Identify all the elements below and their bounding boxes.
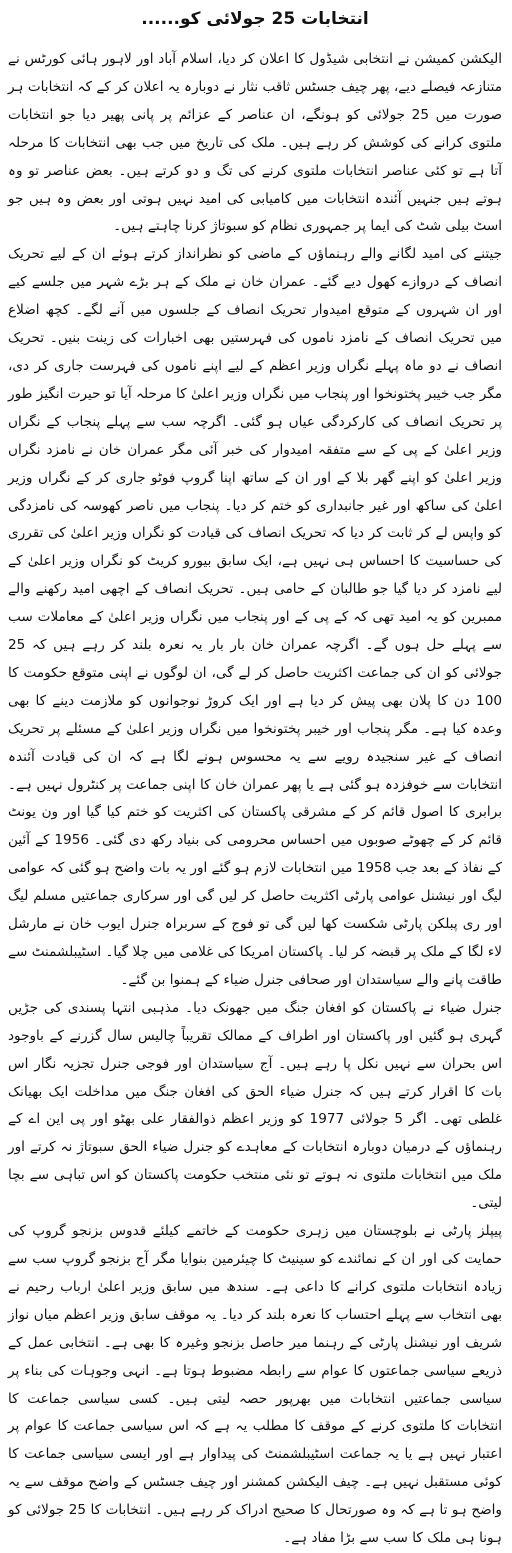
article-paragraph-4: پیپلز پارٹی نے بلوچستان میں زہری حکومت کے خاتمے کیلئے قدوس بزنجو گروپ کی حمایت کی اور ان کے نمائندے کو سینیٹ کا چیئرمین بنوایا مگر آج بزنجو گروپ سب سے زیادہ انتخابات ملتوی کرانے کا داعی ہے۔ سندھ میں سابق وزیر اعلیٰ ارباب رحیم نے بھی انتخاب سے پہلے احتساب کا نعرہ بلند کر دیا۔ یہ موقف سابق وزیر اعظم میاں نواز شریف اور نیشنل پارٹی کے رہنما میر حاصل بزنجو وغیرہ کا بھی ہے۔ انتخابی عمل کے ذریعے سیاسی جماعتوں کا عوام سے رابطہ مضبوط ہوتا ہے۔ انہی وجوہات کی بناء پر سیاسی جماعتیں انتخابات میں بھرپور حصہ لیتی ہیں۔ کسی سیاسی جماعت کا انتخابات کا ملتوی کرنے کے موقف کا مطلب یہ ہے کہ اس سیاسی جماعت کا عوام پر اعتبار نہیں ہے یا یہ جماعت اسٹیبلشمنٹ کی پیداوار ہے اور ایسی سیاسی جماعت کا کوئی مستقبل نہیں ہے۔ چیف الیکشن کمشنر اور چیف جسٹس کے واضح موقف سے یہ واضح ہو تا ہے کہ وہ صورتحال کا صحیح ادراک کر رہے ہیں۔ انتخابات کا 25 جولائی کو ہونا ہی ملک کا سب سے بڑا مفاد ہے۔ xyxy=(8,1223,502,1547)
article-body xyxy=(8,46,502,1553)
article-paragraph-2: جیتنے کی امید لگانے والے رہنماؤں کے ماضی کو نظرانداز کرتے ہوئے ان کے لیے تحریک انصاف کے دروازے کھول دیے گئے۔ عمران خان نے ملک کے ہر بڑے شہر میں جلسے کیے اور ان شہروں کے متوقع امیدوار تحریک انصاف کے جلسوں میں آنے لگے۔ کچھ اضلاع میں تحریک انصاف کے نامزد ناموں کی فہرستیں بھی اخبارات کی زینت بنیں۔ تحریک انصاف نے دو ماہ پہلے نگراں وزیر اعظم کے لیے اپنے ناموں کی فہرست جاری کر دی، مگر جب خیبر پختونخوا اور پنجاب میں نگراں وزیر اعلیٰ کا مرحلہ آیا تو حیرت انگیز طور پر تحریک انصاف کی کارکردگی عیاں ہو گئی۔ اگرچہ سب سے پہلے پنجاب کے نگراں وزیر اعلیٰ کے پی کے سے متفقہ امیدوار کی خبر آئی مگر عمران خان نے نامزد نگراں وزیر اعلیٰ کو اپنے گھر بلا کے اور ان کے ساتھ اپنا گروپ فوٹو جاری کر کے نگراں وزیر اعلیٰ کی ساکھ اور غیر جانبداری کو ختم کر دیا۔ پنجاب میں ناصر کھوسہ کی نامزدگی کو واپس لے کر ثابت کر دیا کہ تحریک انصاف کی قیادت کو نگراں وزیر اعلیٰ کی تقرری کی حساسیت کا احساس ہی نہیں ہے، ایک سابق بیورو کریٹ کو نگراں وزیر اعلیٰ کے لیے نامزد کر دیا گیا جو طالبان کے حامی ہیں۔ تحریک انصاف کے اچھی امید رکھنے والے ممبرین کو یہ امید تھی کہ کے پی کے اور پنجاب میں نگراں وزیر اعلیٰ کے معاملات سب سے پہلے حل ہوں گے۔ اگرچہ عمران خان بار بار یہ نعرہ بلند کر رہے ہیں کہ 25 جولائی کو ان کی جماعت اکثریت حاصل کر لے گی، ان لوگوں نے اپنی متوقع حکومت کا 100 دن کا پلان بھی پیش کر دیا ہے اور ایک کروڑ نوجوانوں کو ملازمت دینے کا بھی وعدہ کیا ہے۔ مگر پنجاب اور خیبر پختونخوا میں نگراں وزیر اعلیٰ کے مسئلے پر تحریک انصاف کے غیر سنجیدہ رویے سے یہ محسوس ہونے لگا ہے کہ ان کی قیادت آئندہ انتخابات سے خوفزدہ ہو گئی ہے یا پھر عمران خان کا اپنی جماعت پر کنٹرول نہیں ہے۔ برابری کا اصول قائم کر کے مشرقی پاکستان کی اکثریت کو ختم کیا گیا اور ون یونٹ قائم کر کے چھوٹے صوبوں میں احساس محرومی کی بنیاد رکھ دی گئی۔ 1956 کے آئین کے نفاذ کے بعد جب 1958 میں انتخابات لازم ہو گئے اور یہ بات واضح ہو گئی کہ عوامی لیگ اور نیشنل عوامی پارٹی اکثریت حاصل کر لیں گی اور سرکاری جماعتیں مسلم لیگ اور ری پبلکن پارٹی شکست کھا لیں گی تو فوج کے سربراہ جنرل ایوب خان نے مارشل لاء لگا کے ملک پر قبضہ کر لیا۔ پاکستان امریکا کی غلامی میں چلا گیا۔ اسٹیبلشمنٹ سے طاقت پانے والے سیاستدان اور صحافی جنرل ضیاء کے ہمنوا بن گئے۔ xyxy=(8,246,503,988)
article-title: انتخابات 25 جولائی کو...... xyxy=(141,9,369,29)
article-paragraph-1: الیکشن کمیشن نے انتخابی شیڈول کا اعلان کر دیا، اسلام آباد اور لاہور ہائی کورٹس نے متنازعہ فیصلے دیے، پھر چیف جسٹس ثاقب نثار نے دوبارہ یہ اعلان کر کے کہ انتخابات ہر صورت میں 25 جولائی کو ہونگے، ان عناصر کے عزائم پر پانی پھیر دیا جو انتخابات ملتوی کرانے کی کوشش کر رہے ہیں۔ ملک کی تاریخ میں جب بھی انتخابات کا مرحلہ آتا ہے تو کئی عناصر انتخابات ملتوی کرنے کی تگ و دو کرتے ہیں۔ بعض عناصر تو وہ ہوتے ہیں جنہیں آئندہ انتخابات میں کامیابی کی امید نہیں ہوتی اور بعض وہ ہیں جو اسٹ بیلی شٹ کی ایما پر جمہوری نظام کو سبوتاژ کرنا چاہتے ہیں۔ xyxy=(8,51,502,235)
article-paragraph-3: جنرل ضیاء نے پاکستان کو افغان جنگ میں جھونک دیا۔ مذہبی انتہا پسندی کی جڑیں گہری ہو گئیں اور پاکستان اور اطراف کے ممالک تقریباً چالیس سال گزرنے کے باوجود اس بحران سے نہیں نکل پا رہے ہیں۔ آج سیاستدان اور فوجی جنرل تجزیہ نگار اس بات کا اقرار کرتے ہیں کہ جنرل ضیاء الحق کی افغان جنگ میں مداخلت ایک بھیانک غلطی تھی۔ اگر 5 جولائی 1977 کو وزیر اعظم ذوالفقار علی بھٹو اور پی این اے کے رہنماؤں کے درمیان دوبارہ انتخابات کے معاہدے کو جنرل ضیاء الحق سبوتاژ نہ کرتے اور ملک میں انتخابات ملتوی نہ ہوتے تو نئی منتخب حکومت پاکستان کو اس تباہی سے بچا لیتی۔ xyxy=(8,999,502,1212)
